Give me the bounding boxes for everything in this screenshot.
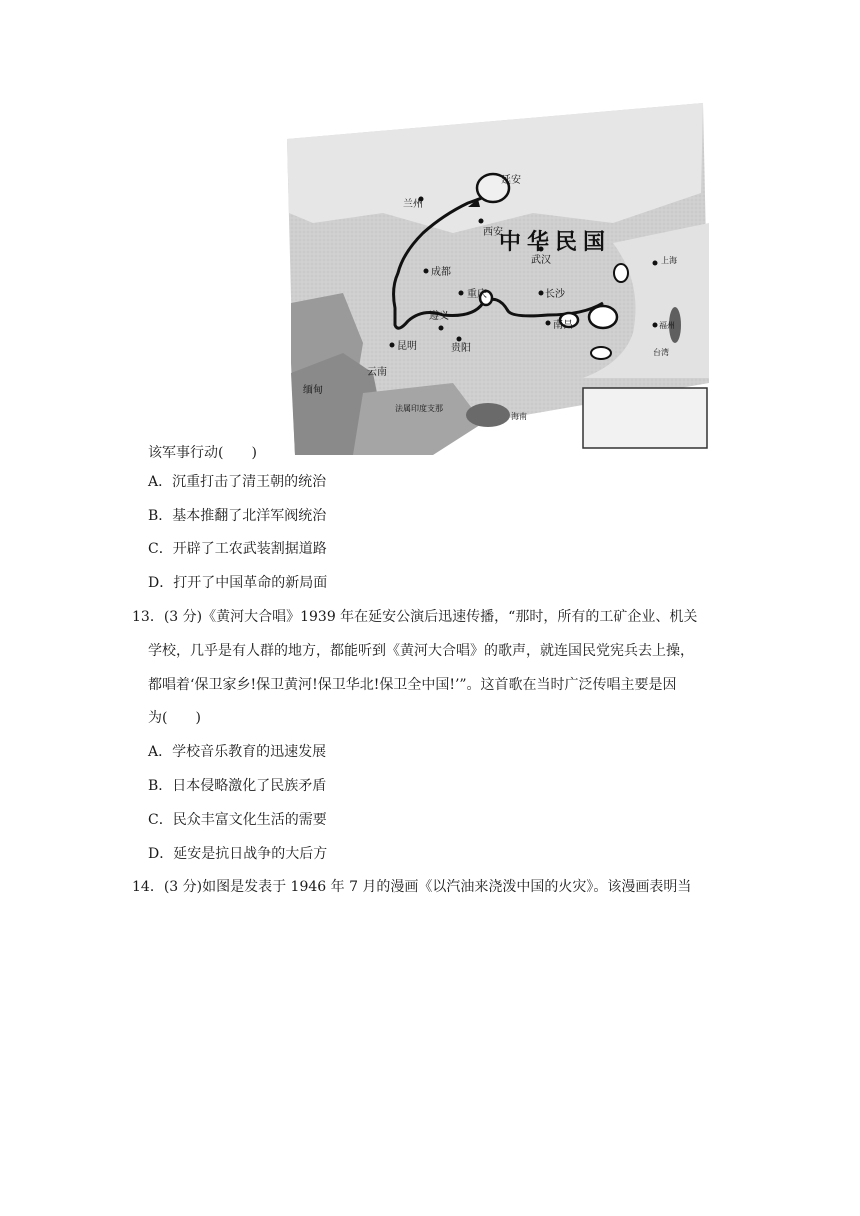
map-north-region	[287, 103, 703, 233]
place-label: 海南	[511, 412, 527, 421]
q12-option-d[interactable]: D．打开了中国革命的新局面	[148, 575, 328, 591]
q13-option-a[interactable]: A．学校音乐教育的迅速发展	[148, 744, 327, 760]
q13-stem-line-4: 为( )	[148, 710, 201, 726]
q14-stem-line-1: 14．(3 分)如图是发表于 1946 年 7 月的漫画《以汽油来浇泼中国的火灾》。该漫画表明当	[132, 879, 692, 895]
q12-stem-tail: 该军事行动( )	[148, 445, 257, 461]
place-label: 西安	[483, 227, 503, 238]
place-label: 上海	[661, 256, 677, 265]
map-inset-frame	[583, 388, 707, 448]
place-label: 福州	[659, 321, 675, 330]
route-loop	[589, 306, 617, 328]
place-label: 成都	[431, 267, 451, 278]
q13-option-d[interactable]: D．延安是抗日战争的大后方	[148, 846, 328, 862]
region-circle	[614, 264, 628, 282]
place-label: 云南	[367, 367, 387, 378]
q12-option-a[interactable]: A．沉重打击了清王朝的统治	[148, 474, 327, 490]
place-label: 台湾	[653, 348, 669, 357]
place-label: 贵阳	[451, 343, 471, 354]
q12-option-c[interactable]: C．开辟了工农武装割据道路	[148, 541, 327, 557]
q13-stem-line-1: 13．(3 分)《黄河大合唱》1939 年在延安公演后迅速传播，“那时，所有的工矿企业、机关	[132, 609, 698, 625]
q13-option-b[interactable]: B．日本侵略激化了民族矛盾	[148, 778, 327, 794]
place-label: 兰州	[403, 199, 423, 210]
long-march-map	[283, 103, 709, 455]
place-label: 遵义	[429, 311, 449, 322]
q12-option-b[interactable]: B．基本推翻了北洋军阀统治	[148, 508, 327, 524]
q13-stem-line-2: 学校，几乎是有人群的地方，都能听到《黄河大合唱》的歌声，就连国民党宪兵去上操，	[148, 643, 694, 659]
hainan-island	[466, 403, 510, 427]
region-circle	[591, 347, 611, 359]
place-label: 南昌	[553, 320, 573, 331]
place-label: 缅甸	[303, 385, 323, 396]
place-label: 长沙	[545, 289, 565, 300]
q13-stem-line-3: 都唱着‘保卫家乡!保卫黄河!保卫华北!保卫全中国!’”。这首歌在当时广泛传唱主要是因	[148, 677, 677, 693]
place-label: 重庆	[467, 289, 487, 300]
place-label: 法属印度支那	[395, 404, 443, 413]
place-label: 昆明	[397, 341, 417, 352]
place-label: 武汉	[531, 255, 551, 266]
q13-option-c[interactable]: C．民众丰富文化生活的需要	[148, 812, 327, 828]
country-label: 中华民国	[499, 230, 612, 255]
map-svg	[283, 103, 709, 455]
place-label: 延安	[501, 175, 521, 186]
